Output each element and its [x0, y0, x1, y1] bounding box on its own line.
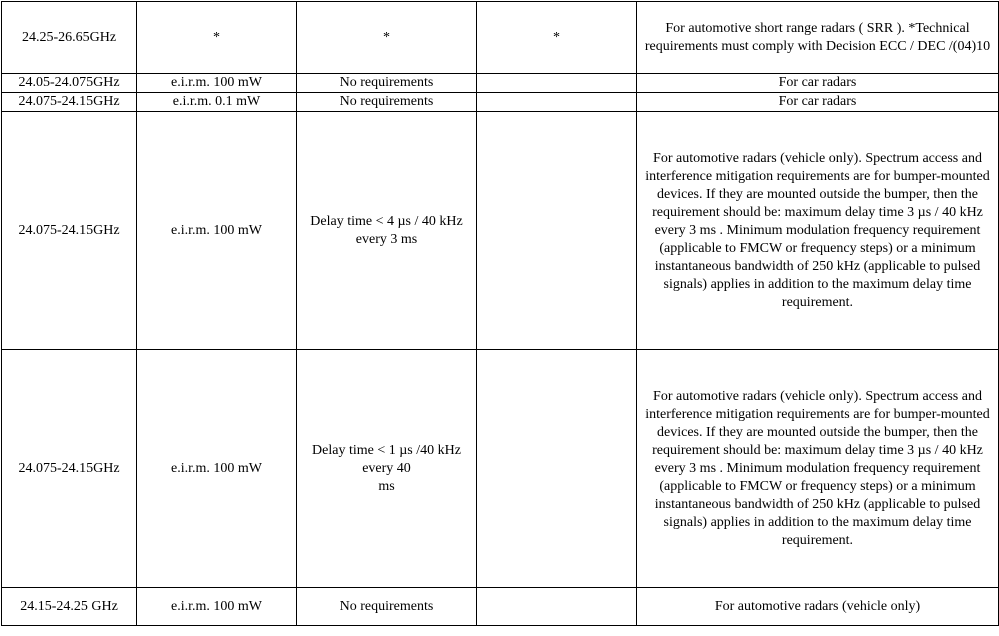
notes-cell: For automotive radars (vehicle only) — [637, 588, 999, 626]
requirement-cell: No requirements — [297, 588, 477, 626]
table-row — [2, 2, 999, 74]
extra-cell: * — [477, 2, 637, 74]
requirement-cell: Delay time < 4 µs / 40 kHz every 3 ms — [297, 112, 477, 350]
requirement-text: Delay time < 1 µs /40 kHz every 40 — [312, 442, 461, 476]
notes-cell: For automotive radars (vehicle only). Spectrum access and interference mitigation requirements are for bumper-mounted devices. If they are mounted outside the bumper, then the requirement should be: maximum delay time 3 µs / 40 kHz every 3 ms . Minimum modulation frequency requirement (applicable to FMCW or frequency steps) or a minimum instantaneous bandwidth of 250 kHz (applicable to pulsed signals) applies in addition to the maximum delay time requirement. — [637, 350, 999, 588]
power-cell: e.i.r.m. 100 mW — [137, 588, 297, 626]
band-cell: 24.075-24.15GHz — [2, 112, 137, 350]
extra-cell — [477, 112, 637, 350]
requirement-cell — [297, 350, 477, 588]
requirement-cell: * — [297, 2, 477, 74]
band-cell: 24.05-24.075GHz — [2, 74, 137, 93]
table-row — [2, 93, 999, 112]
band-cell: 24.075-24.15GHz — [2, 350, 137, 588]
table-row — [2, 350, 999, 588]
extra-cell — [477, 350, 637, 588]
notes-cell: For car radars — [637, 74, 999, 93]
extra-cell — [477, 93, 637, 112]
requirement-cell: No requirements — [297, 93, 477, 112]
table-row — [2, 112, 999, 350]
extra-cell — [477, 74, 637, 93]
power-cell: e.i.r.m. 100 mW — [137, 112, 297, 350]
requirement-cell: No requirements — [297, 74, 477, 93]
extra-cell — [477, 588, 637, 626]
power-cell: e.i.r.m. 0.1 mW — [137, 93, 297, 112]
power-cell: e.i.r.m. 100 mW — [137, 350, 297, 588]
band-cell: 24.15-24.25 GHz — [2, 588, 137, 626]
notes-cell: For car radars — [637, 93, 999, 112]
table-row — [2, 588, 999, 626]
notes-cell: For automotive short range radars ( SRR ). *Technical requirements must comply with Decision ECC / DEC /(04)10 — [637, 2, 999, 74]
band-cell: 24.25-26.65GHz — [2, 2, 137, 74]
frequency-requirements-table — [1, 1, 999, 626]
power-cell: * — [137, 2, 297, 74]
power-cell: e.i.r.m. 100 mW — [137, 74, 297, 93]
requirement-text-continued: ms — [378, 478, 395, 494]
table-row — [2, 74, 999, 93]
band-cell: 24.075-24.15GHz — [2, 93, 137, 112]
notes-cell: For automotive radars (vehicle only). Spectrum access and interference mitigation requirements are for bumper-mounted devices. If they are mounted outside the bumper, then the requirement should be: maximum delay time 3 µs / 40 kHz every 3 ms . Minimum modulation frequency requirement (applicable to FMCW or frequency steps) or a minimum instantaneous bandwidth of 250 kHz (applicable to pulsed signals) applies in addition to the maximum delay time requirement. — [637, 112, 999, 350]
